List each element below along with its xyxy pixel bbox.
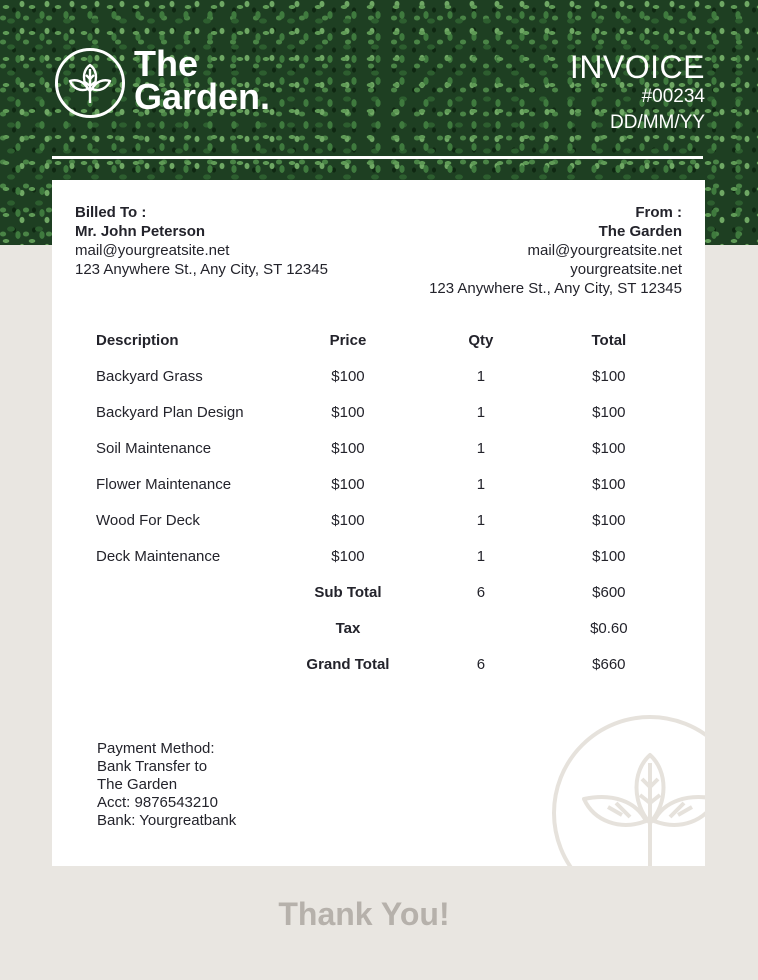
payment-line: Bank Transfer to xyxy=(97,758,208,775)
leaf-watermark-icon xyxy=(550,713,705,866)
billed-to-name: Mr. John Peterson xyxy=(75,223,206,240)
table-row xyxy=(88,502,668,538)
payment-info xyxy=(97,740,236,830)
row-total: $100 xyxy=(592,367,626,385)
row-price: $100 xyxy=(331,439,365,457)
billed-to-address: 123 Anywhere St., Any City, ST 12345 xyxy=(75,261,328,278)
from-website: yourgreatsite.net xyxy=(570,261,682,278)
grand-total-value: $660 xyxy=(592,655,626,673)
invoice-items-table xyxy=(88,322,668,682)
row-price: $100 xyxy=(331,367,365,385)
row-qty: 1 xyxy=(476,439,486,457)
grand-total-qty: 6 xyxy=(476,655,486,673)
tax-label: Tax xyxy=(335,619,361,637)
payment-line: Payment Method: xyxy=(97,740,215,757)
row-description: Deck Maintenance xyxy=(96,547,221,565)
invoice-card xyxy=(52,180,705,866)
thank-you-text: Thank You! xyxy=(278,896,450,932)
payment-line: Bank: Yourgreatbank xyxy=(97,812,237,829)
table-header-row xyxy=(88,322,668,358)
from-name: The Garden xyxy=(598,223,682,240)
from-address: 123 Anywhere St., Any City, ST 12345 xyxy=(429,280,682,297)
from-email: mail@yourgreatsite.net xyxy=(527,242,682,259)
row-total: $100 xyxy=(592,403,626,421)
header-divider xyxy=(52,156,703,159)
tax-row xyxy=(88,610,668,646)
leaf-logo-icon xyxy=(55,48,125,118)
row-description: Flower Maintenance xyxy=(96,475,232,493)
row-total: $100 xyxy=(592,475,626,493)
brand-line-2: Garden. xyxy=(134,76,271,117)
from-block xyxy=(429,203,682,298)
header-total: Total xyxy=(591,331,627,349)
row-total: $100 xyxy=(592,439,626,457)
table-row xyxy=(88,358,668,394)
billed-to-block xyxy=(75,203,328,279)
header-description: Description xyxy=(96,331,179,349)
subtotal-qty: 6 xyxy=(476,583,486,601)
row-total: $100 xyxy=(592,547,626,565)
brand-name xyxy=(134,43,271,117)
brand-line-1: The xyxy=(134,43,199,84)
tax-qty xyxy=(412,610,550,646)
grand-total-label: Grand Total xyxy=(306,655,390,673)
row-price: $100 xyxy=(331,403,365,421)
row-description: Wood For Deck xyxy=(96,511,200,529)
tax-value: $0.60 xyxy=(590,619,628,637)
row-description: Soil Maintenance xyxy=(96,439,212,457)
row-price: $100 xyxy=(331,511,365,529)
grand-total-row xyxy=(88,646,668,682)
row-description: Backyard Grass xyxy=(96,367,203,385)
subtotal-row xyxy=(88,574,668,610)
row-qty: 1 xyxy=(476,511,486,529)
payment-line: The Garden xyxy=(97,776,178,793)
invoice-title: INVOICE xyxy=(569,49,705,85)
payment-line: Acct: 9876543210 xyxy=(97,794,218,811)
row-description: Backyard Plan Design xyxy=(96,403,244,421)
subtotal-label: Sub Total xyxy=(314,583,382,601)
row-qty: 1 xyxy=(476,547,486,565)
table-row xyxy=(88,466,668,502)
table-row xyxy=(88,394,668,430)
invoice-header xyxy=(570,50,705,136)
row-qty: 1 xyxy=(476,403,486,421)
table-row xyxy=(88,538,668,574)
subtotal-value: $600 xyxy=(592,583,626,601)
row-qty: 1 xyxy=(476,475,486,493)
from-label: From : xyxy=(635,204,682,221)
invoice-date: DD/MM/YY xyxy=(610,112,705,133)
row-price: $100 xyxy=(331,475,365,493)
table-row xyxy=(88,430,668,466)
billed-to-email: mail@yourgreatsite.net xyxy=(75,242,230,259)
billed-to-label: Billed To : xyxy=(75,204,147,221)
row-price: $100 xyxy=(331,547,365,565)
invoice-number: #00234 xyxy=(641,86,705,107)
header-qty: Qty xyxy=(468,331,494,349)
row-qty: 1 xyxy=(476,367,486,385)
header-price: Price xyxy=(329,331,367,349)
row-total: $100 xyxy=(592,511,626,529)
